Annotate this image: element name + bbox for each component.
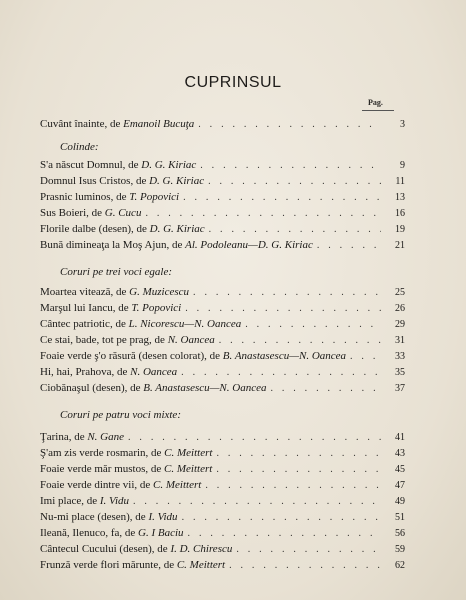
toc-entry-author: B. Anastasescu—N. Oancea [222,350,347,362]
leader-dots [193,286,381,300]
leader-dots [145,207,381,221]
toc-entry: Nu-mi place (desen), de I. Vidu . . . 51 [40,510,405,524]
leader-dots [188,527,381,541]
toc-entry: Moartea vitează, de G. Muzicescu . . . 25 [40,285,405,299]
toc-entry-author: I. D. Chirescu [170,543,233,555]
toc-entry-page: 11 [395,176,405,187]
toc-entry-author: L. Nicorescu—N. Oancea [128,318,242,330]
toc-entry-page: 41 [395,432,405,443]
toc-entry-page: 47 [395,480,405,491]
toc-entry-author: C. Meittert [164,447,213,459]
toc-entry: Cântec patriotic, de L. Nicorescu—N. Oancea . . . 29 [40,317,405,331]
toc-entry: Domnul Isus Cristos, de D. G. Kiriac . . . 11 [40,174,405,188]
toc-entry: Ciobănaşul (desen), de B. Anastasescu—N. Oancea . . . 37 [40,381,405,395]
toc-entry-author: C. Meittert [153,479,202,491]
toc-entry-author: N. Oancea [167,334,215,346]
toc-entry-author: B. Anastasescu—N. Oancea [143,382,267,394]
toc-entry: Foaie verde măr mustos, de C. Meittert . . . 45 [40,462,405,476]
toc-entry-page: 21 [395,240,405,251]
toc-entry-page: 59 [395,544,405,555]
toc-entry-author: I. Vidu [148,511,178,523]
leader-dots [209,223,381,237]
leader-dots [185,302,381,316]
toc-entry-author: C. Meittert [164,463,213,475]
page-column-label: Pag. [368,98,383,107]
leader-dots [208,175,381,189]
leader-dots [181,366,381,380]
leader-dots [205,479,381,493]
toc-entry-page: 56 [395,528,405,539]
toc-entry: Hi, hai, Prahova, de N. Oancea . . . 35 [40,365,405,379]
leader-dots [350,350,381,364]
leader-dots [183,191,381,205]
toc-entry: Frunză verde flori mărunte, de C. Meittert . . . 62 [40,558,405,572]
leader-dots [270,382,381,396]
toc-entry-page: 13 [395,192,405,203]
toc-entry: Marşul lui Iancu, de T. Popovici . . . 26 [40,301,405,315]
page-column-rule [362,110,394,111]
toc-entry-author: G. Muzicescu [129,286,190,298]
leader-dots [229,559,381,573]
toc-entry: Florile dalbe (desen), de D. G. Kiriac . . . 19 [40,222,405,236]
leader-dots [182,511,381,525]
toc-entry-page: 51 [395,512,405,523]
toc-entry: Foaie verde ş'o răsură (desen colorat), de B. Anastasescu—N. Oancea . . . 33 [40,349,405,363]
toc-entry-author: N. Oancea [130,366,178,378]
toc-entry-page: 25 [395,287,405,298]
toc-entry-author: D. G. Kiriac [149,175,205,187]
toc-entry: Sus Boieri, de G. Cucu . . . 16 [40,206,405,220]
toc-entry: S'a născut Domnul, de D. G. Kiriac . . . 9 [40,158,405,172]
toc-entry-page: 45 [395,464,405,475]
toc-entry: Ileană, Ilenuco, fa, de G. I Baciu . . . 56 [40,526,405,540]
toc-entry-author: Emanoil Bucuţa [123,118,195,130]
leader-dots [236,543,381,557]
toc-entry: Ţarina, de N. Gane . . . 41 [40,430,405,444]
toc-entry-author: G. Cucu [104,207,142,219]
section-heading-colinde: Colinde: [60,141,99,153]
leader-dots [245,318,381,332]
toc-entry: Cântecul Cucului (desen), de I. D. Chirescu . . . 59 [40,542,405,556]
toc-entry-page: 9 [400,160,405,171]
leader-dots [200,159,381,173]
toc-entry-author: D. G. Kiriac [141,159,197,171]
page-title: CUPRINSUL [184,74,282,91]
toc-entry-author: Al. Podoleanu—D. G. Kiriac [185,239,313,251]
toc-entry-page: 43 [395,448,405,459]
toc-entry-intro: Cuvânt înainte, de Emanoil Bucuţa . . . 3 [40,117,405,131]
toc-entry-author: I. Vidu [99,495,129,507]
leader-dots [198,118,381,132]
toc-entry-author: D. G. Kiriac [149,223,205,235]
toc-entry-page: 16 [395,208,405,219]
toc-entry: Foaie verde dintre vii, de C. Meittert . . . 47 [40,478,405,492]
leader-dots [317,239,381,253]
toc-entry: Ce stai, bade, tot pe prag, de N. Oancea . . . 31 [40,333,405,347]
leader-dots [133,495,381,509]
toc-entry: Bună dimineaţa la Moş Ajun, de Al. Podoleanu—D. G. Kiriac . . . 21 [40,238,405,252]
leader-dots [216,447,381,461]
toc-entry: Prasnic luminos, de T. Popovici . . . 13 [40,190,405,204]
toc-entry-author: N. Gane [87,431,125,443]
leader-dots [216,463,381,477]
toc-entry-author: G. I Baciu [138,527,184,539]
toc-entry-page: 19 [395,224,405,235]
toc-entry-page: 33 [395,351,405,362]
toc-entry-author: T. Popovici [129,191,180,203]
toc-entry-page: 62 [395,560,405,571]
toc-entry-page: 35 [395,367,405,378]
toc-entry: Imi place, de I. Vidu . . . 49 [40,494,405,508]
toc-entry-page: 31 [395,335,405,346]
toc-entry-page: 29 [395,319,405,330]
toc-entry-page: 49 [395,496,405,507]
toc-entry-author: T. Popovici [131,302,182,314]
toc-entry: Ş'am zis verde rosmarin, de C. Meittert . . . 43 [40,446,405,460]
toc-entry-page: 37 [395,383,405,394]
toc-entry-author: C. Meittert [176,559,226,571]
section-heading-patru-voci: Coruri pe patru voci mixte: [60,409,181,421]
leader-dots [219,334,381,348]
toc-entry-page: 3 [400,119,405,130]
toc-entry-page: 26 [395,303,405,314]
leader-dots [128,431,381,445]
section-heading-trei-voci: Coruri pe trei voci egale: [60,266,173,278]
